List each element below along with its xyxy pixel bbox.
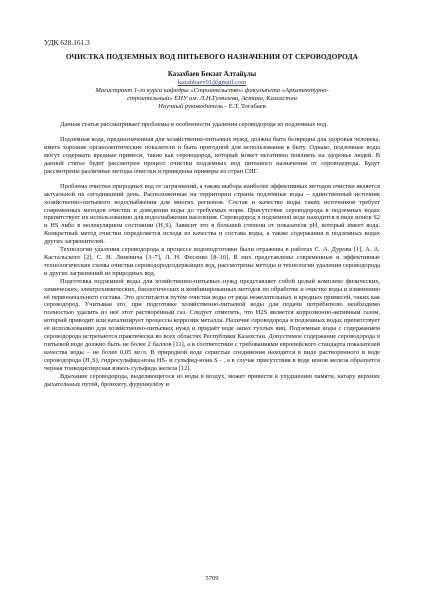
abstract-paragraph: Данная статья рассматривает проблемы и особенности удаления сероводорода из подземных вод. [60,121,328,129]
supervisor-name: Е.Т. Тогабаев [228,103,266,111]
author-email-link[interactable]: kazahbaev01@gmail.com [177,79,247,87]
body-paragraph-5: Вдыхание сероводорода, выделяющегося из воды в воздух, может привести к ухудшению памяти, катару верхних дыхательных путей, бронхиту, фурункулёзу и [44,372,380,388]
body-paragraph-2: Проблема очистки природных вод от загрязнений, а также выбора наиболее эффективных методов очистки является актуальной на сегодняшний день. Расположенные на территории страны подземные воды – единственный источник хозяйственно-питьевого водоснабжения для многих регионов. Состав и качество воды таких источников требует современных методов очистки и доведения воды до требуемых норм. Присутствие сероводорода в подземных водах препятствует их использованию для водоснабжения населения. Сероводород в подземной воде находится в виде ионов S2 и HS либо в молекулярном состоянии (H₂S). Зависит это в большей степени от показателя pH, который имеет вода. Конкретный метод очистки определяется исходя из качества и состава воды, а также содержания в подземных водах других загрязнителей. [44,182,380,246]
body-paragraph-1: Подземная вода, предназначенная для хозяйственно-питьевых нужд, должна быть безвредна для здоровья человека, иметь хорошие органолептические показатели и быть пригодной для использования в быту. Однако, подземные воды могут содержать вредные примеси, такие как сероводород, который может негативно повлиять на здоровье людей. В данной статье будет рассмотрен процесс очистки подземных вод питьевого назначения от сероводорода. Будут рассмотрены различные методы очистки и приведены примеры из стран СНГ. [44,136,380,175]
page-number: 5709 [205,575,219,582]
supervisor-label: Научный руководитель - [158,103,228,111]
author-affiliation-line2: строительный» ЕНУ им. Л.Н.Гумилева, Астана, Казахстан [127,95,297,103]
author-affiliation-line1: Магистрант 1-го курса кафедры «Строительство» факультета «Архитектурно- [95,87,329,95]
article-title: ОЧИСТКА ПОДЗЕМНЫХ ВОД ПИТЬЕВОГО НАЗНАЧЕНИЯ ОТ СЕРОВОДОРОДА [65,52,359,61]
author-name: Казахбаев Бекзат Алтайұлы [167,71,257,78]
body-paragraph-3: Технологии удаления сероводорода в процессе водоподготовки были отражены в работах С. А. Дурова [1], А. А. Кастальского [2], С. Н. Линевича [3–7], Л. Н. Фесенко [8–10]. В них представлены современные и эффективные технологические схемы очистки сероводородсодержащих вод, рассмотрены методы и технологии удаления сероводорода и других загрязнений из природных вод. [44,246,380,277]
supervisor-line [44,103,380,111]
udk-code: УДК 628.161.3 [44,38,90,47]
body-paragraph-4: Подготовка подземной воды для хозяйственно-питьевых нужд представляет собой целый комплекс физических, химических, электрохимических, биологических и комбинированных методов по обработке и очистке воды и изменению её первоначального состава. Это достигается путём очистки воды от ряда нежелательных и вредных примесей, таких как сероводород. Учитывая это, при подготовке хозяйственно-питьевой воды для подачи потребителю необходимо полностью удалить из неё этот растворённый газ. Следует отметить, что H2S является коррозионно-активным газом, который приводит или катализирует процессы коррозии металла. Наличие сероводорода в подземных водах препятствует её использованию для хозяйственно-питьевых нужд и придаёт воде запах тухлых яиц. Подземные воды с содержанием сероводорода встречаются практически во всех областях Республики Казахстан. Допустимое содержание сероводорода в питьевой воде должно быть не более 2 баллов [11], а в соответствии с требованиями европейского стандарта показателей качества воды – не более 0,05 мг/л. В природной воде серистые соединения находятся в виде растворенного в воде сероводорода (H₂S), гидросульфид-иона HS- и сульфид-иона S - , а в случае присутствия в воде ионов железа образуется черная тонкодисперсная взвесь сульфида железа [12]. [44,277,380,372]
